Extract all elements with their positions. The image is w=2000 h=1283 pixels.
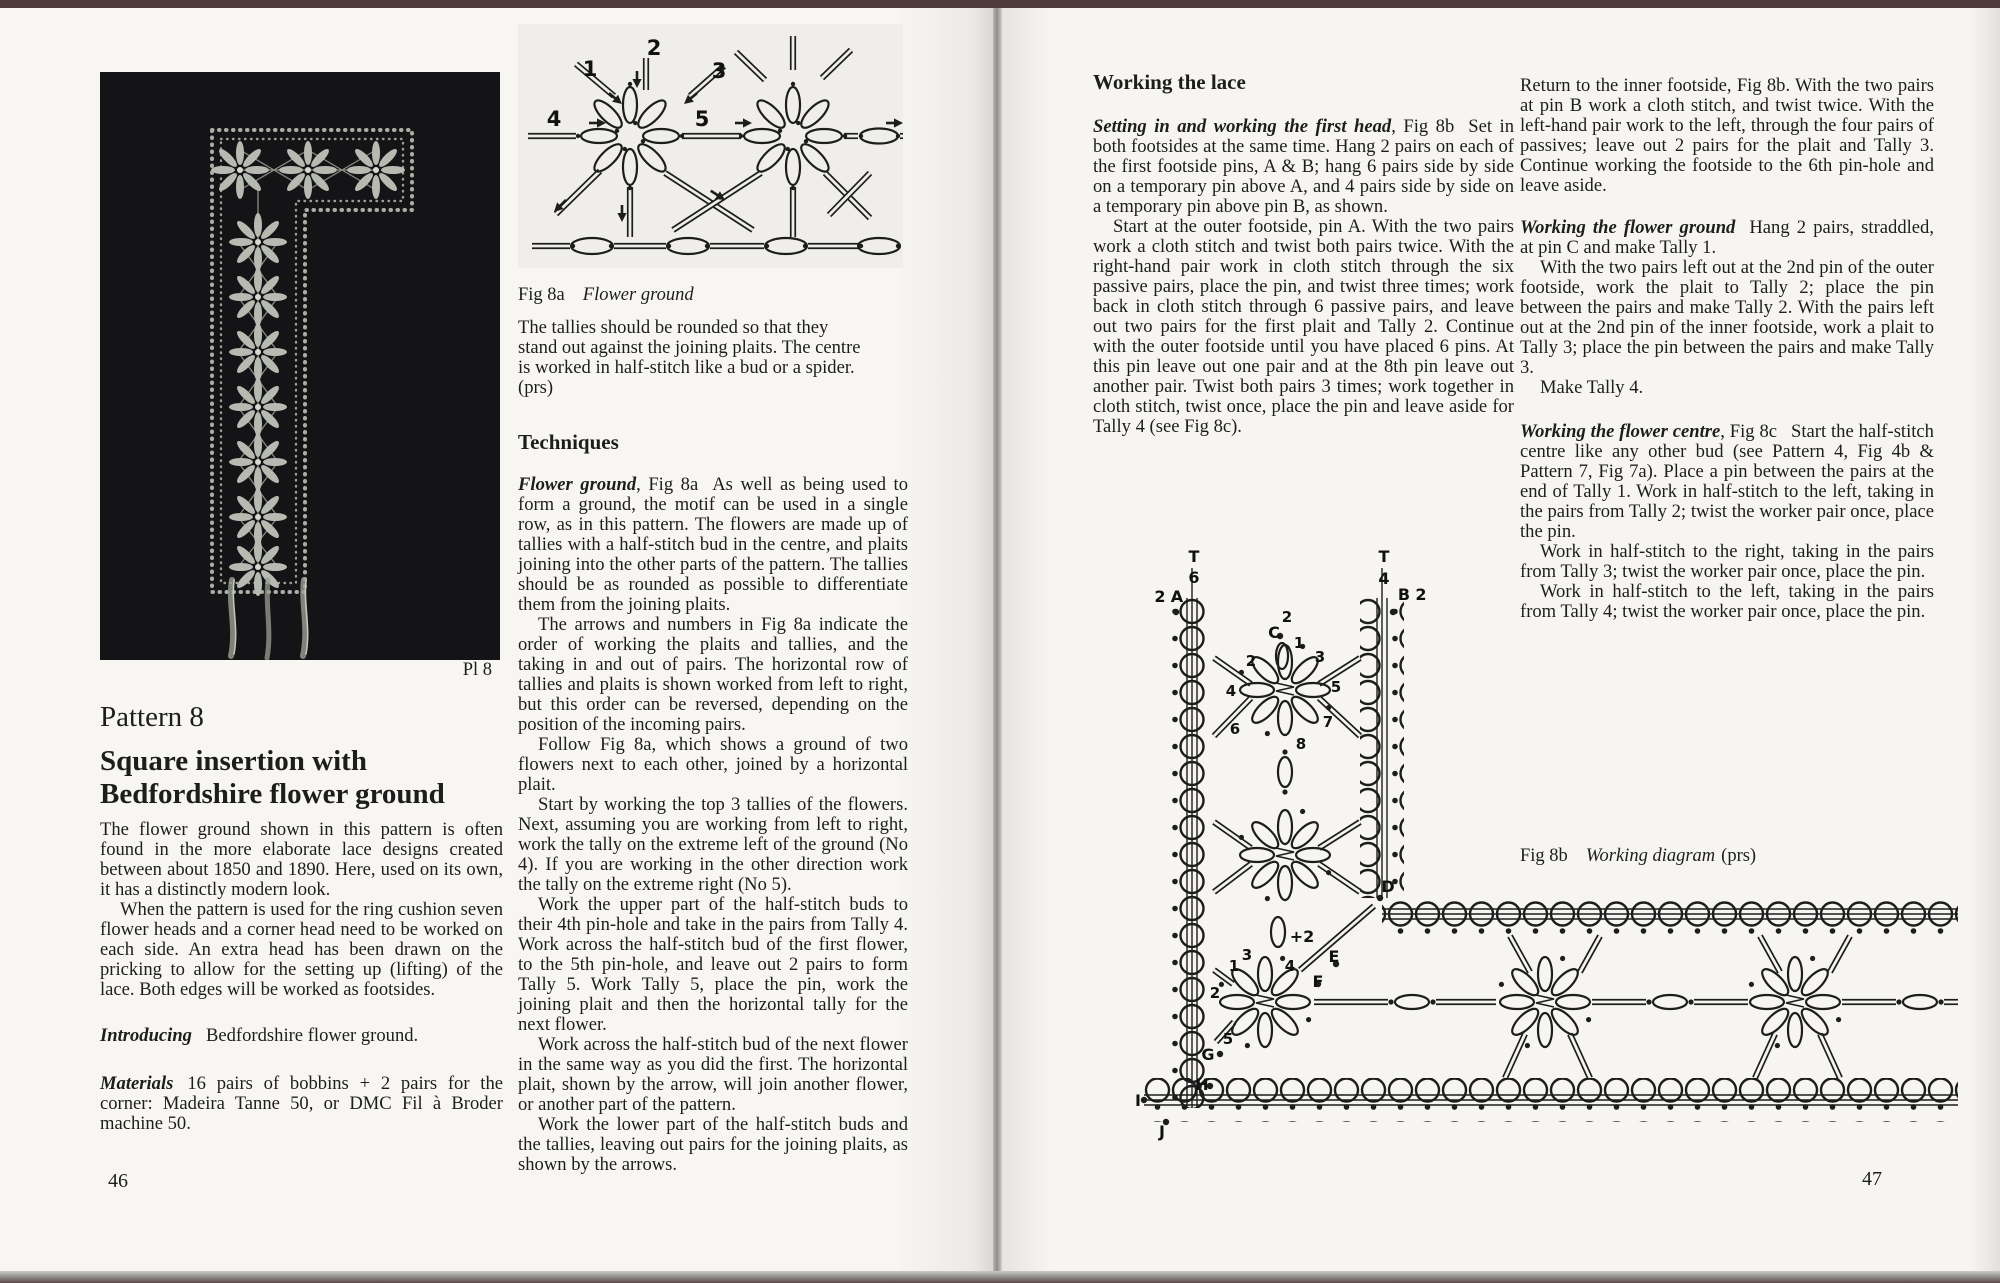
page-number-right: 47: [1862, 1168, 1882, 1190]
introducing-text: Bedfordshire flower ground.: [205, 1025, 419, 1046]
setting-in-ref: , Fig 8b: [1391, 116, 1455, 137]
fig8a-caption-label: Fig 8a: [518, 285, 565, 305]
fig8b-label-C2: 2: [1281, 608, 1293, 626]
flower-ground-label: Flower ground: [518, 474, 637, 495]
fig8b-label-T-left: T: [1188, 547, 1200, 566]
fig8b-corner-4: 4: [1284, 957, 1296, 975]
fig8a-label-4: 4: [546, 107, 562, 131]
fig8a-label-2: 2: [646, 36, 662, 60]
paragraph: When the pattern is used for the ring cushion seven flower heads and a corner head need to be worked on each side. An extra head has been drawn on the pricking to allow for the setting up (lifting) of the lace. Both edges will be worked as footsides.: [100, 899, 503, 1000]
fig8b-petal-6: 6: [1229, 720, 1241, 738]
fig8a-caption: [518, 285, 908, 306]
fig8b-caption-suffix: (prs): [1721, 846, 1757, 866]
paragraph: Return to the inner footside, Fig 8b. With the two pairs at pin B work a cloth stitch, and twist twice. With the left-hand pair work to the left, through the four pairs of passives; leave out 2 pairs for the plait and Tally 3. Continue working the footside to the 6th pin-hole and leave aside.: [1520, 75, 1934, 196]
fig8a-label-1: 1: [582, 57, 598, 81]
lace-photo-image: [100, 72, 500, 660]
working-flower-ground-label: Working the flower ground: [1520, 217, 1736, 238]
fig8b-label-B: B: [1397, 585, 1411, 604]
paragraph: Work in half-stitch to the left, taking in the pairs from Tally 4; twist the worker pair once, place the pin.: [1520, 581, 1934, 622]
paragraph: Work the upper part of the half-stitch buds to their 4th pin-hole and take in the pairs from Tally 4. Work across the half-stitch bud of the first flower, to the 5th pin-hole, and leave out 2 pairs to form Tally 5. Work Tally 5, place the pin, work the joining plait and then the horizontal tally for the next flower.: [518, 894, 908, 1035]
fig8b-label-J: J: [1159, 1122, 1165, 1141]
fig8b-petal-2: 2: [1245, 652, 1257, 670]
fig8b-label-H: H: [1195, 1075, 1209, 1094]
fig8b-label-6: 6: [1188, 568, 1200, 587]
fig8b-corner-2: 2: [1209, 984, 1221, 1002]
fig8b-label-A: A: [1170, 587, 1184, 606]
introducing-label: Introducing: [100, 1025, 192, 1046]
fig8b-corner-5: 5: [1222, 1030, 1234, 1048]
left-column-body: [100, 820, 503, 1134]
fig8a-label-3: 3: [711, 59, 727, 83]
fig8b-petal-5: 5: [1330, 678, 1342, 696]
materials-text: 16 pairs of bobbins + 2 pairs for the corner: Madeira Tanne 50, or DMC Fil à Broder machine 50.: [100, 1073, 503, 1134]
fig8b-label-G: G: [1201, 1045, 1215, 1064]
middle-column: [518, 24, 908, 1175]
right-column-1: [1093, 70, 1514, 437]
paragraph: Work the lower part of the half-stitch buds and the tallies, leaving out pairs for the joining plaits, as shown by the arrows.: [518, 1114, 908, 1175]
fig8b-corner-3: 3: [1241, 946, 1253, 964]
paragraph: Work in half-stitch to the right, taking in the pairs from Tally 3; twist the worker pair once, place the pin.: [1520, 541, 1934, 582]
pattern-title-line1: Square insertion with: [100, 745, 367, 777]
flower-ground-ref: , Fig 8a: [636, 474, 699, 495]
fig8b-petal-3: 3: [1314, 648, 1326, 666]
page-right: [1002, 8, 2000, 1271]
working-flower-ground-text: Hang 2 pairs, straddled, at pin C and make Tally 1.: [1520, 217, 1934, 258]
book-gutter: [993, 8, 1002, 1271]
fig-8a-diagram: [518, 24, 903, 268]
page-left: [0, 8, 993, 1271]
paragraph: The arrows and numbers in Fig 8a indicate the order of working the plaits and tallies, and the taking in and out of pairs. The horizontal row of tallies and plaits is shown worked from left to right, but this order can be reversed, depending on the position of the incoming pairs.: [518, 614, 908, 735]
paragraph: Make Tally 4.: [1540, 377, 1644, 398]
fig8b-label-C1: 1: [1293, 634, 1305, 652]
fig8b-label-T-right: T: [1378, 547, 1390, 566]
materials-paragraph: [100, 1074, 503, 1134]
techniques-heading: Techniques: [518, 430, 619, 454]
fig8b-petal-8: 8: [1295, 735, 1307, 753]
working-the-lace-heading: Working the lace: [1093, 70, 1246, 94]
page-edge-strip-bottom: [0, 1271, 2000, 1283]
pattern-title: [100, 745, 520, 811]
fig8b-label-C: C: [1268, 623, 1280, 642]
paragraph: With the two pairs left out at the 2nd pin of the outer footside, work the plait to Tally 2; place the pin between the pairs and make Tally 2. With the pairs left out at the 2nd pin of the inner footside, work a plait to Tally 3; place the pin between the pairs and make Tally 3.: [1520, 257, 1934, 378]
fig8b-caption-label: Fig 8b: [1520, 846, 1568, 866]
fig-8b-diagram: [1130, 540, 1960, 1168]
fig8b-label-I: I: [1135, 1091, 1141, 1110]
fig8b-label-D: D: [1381, 877, 1395, 896]
working-flower-centre-label: Working the flower centre: [1520, 421, 1721, 442]
fig8b-label-plus2: +2: [1289, 927, 1315, 946]
setting-in-paragraph: [1093, 117, 1514, 217]
fig8b-label-F: F: [1312, 972, 1324, 991]
fig8a-caption-title: Flower ground: [582, 285, 694, 305]
page-number-left: 46: [108, 1170, 128, 1192]
working-flower-centre-ref: , Fig 8c: [1720, 421, 1777, 442]
flower-ground-paragraph: [518, 475, 908, 615]
fig8b-label-2A-num: 2: [1154, 587, 1166, 606]
setting-in-text: Set in both footsides at the same time. Hang 2 pairs on each of the first footside pins, A & B; hang 6 pairs side by side on a temporary pin above A, and 4 pairs side by side on a temporary pin above pin B, as shown.: [1093, 116, 1514, 217]
fig8a-note: [518, 318, 870, 398]
working-flower-centre-paragraph: [1520, 422, 1934, 542]
fig8b-caption-title: Working diagram: [1585, 846, 1716, 866]
fig8b-petal-7: 7: [1322, 713, 1334, 731]
setting-in-label: Setting in and working the first head: [1093, 116, 1392, 137]
fig8b-label-B2-num: 2: [1415, 585, 1427, 604]
flower-ground-text: As well as being used to form a ground, the motif can be used in a single row, as in this pattern. The flowers are made up of tallies with a half-stitch bud in the centre, and plaits joining into the other parts of the pattern. The tallies should be as rounded as possible to differentiate them from the joining plaits.: [518, 474, 908, 615]
lace-photo-plate: [100, 72, 500, 660]
fig8a-note-text: The tallies should be rounded so that they stand out against the joining plaits. The centre is worked in half-stitch like a bud or a spider. (prs): [518, 317, 861, 398]
plate-caption: Pl 8: [462, 660, 492, 680]
paragraph: Work across the half-stitch bud of the next flower in the same way as you did the first. The horizontal plait, shown by the arrow, will join another flower, or another part of the pattern.: [518, 1034, 908, 1115]
paragraph: Start by working the top 3 tallies of the flowers. Next, assuming you are working from left to right, work the tally on the extreme left of the ground (No 4). If you are working in the other direction work the tally on the extreme right (No 5).: [518, 794, 908, 895]
binding-strip-top: [0, 0, 2000, 8]
fig8b-label-4-right: 4: [1378, 569, 1390, 588]
materials-label: Materials: [100, 1073, 174, 1094]
techniques-body: [518, 475, 908, 1175]
paragraph: Follow Fig 8a, which shows a ground of two flowers next to each other, joined by a horizontal plait.: [518, 734, 908, 795]
paragraph: The flower ground shown in this pattern is often found in the more elaborate lace designs created between about 1850 and 1890. Here, used on its own, it has a distinctly modern look.: [100, 819, 503, 900]
fig8b-label-E: E: [1328, 947, 1340, 966]
paragraph: Start at the outer footside, pin A. With the two pairs work a cloth stitch and twist both pairs twice. With the right-hand pair work in cloth stitch through the six passive pairs, place the pin, and twist three times; work back in cloth stitch through 6 passive pairs, and leave out two pairs for the first plait and Tally 2. Continue with the outer footside until you have placed 6 pins. At this pin leave out one pair and at the 8th pin leave out another pair. Twist both pairs 3 times; work together in cloth stitch, twist once, place the pin and leave aside for Tally 4 (see Fig 8c).: [1093, 216, 1514, 437]
fig8a-label-5: 5: [694, 107, 710, 131]
introducing-paragraph: [100, 1026, 503, 1046]
working-flower-centre-text: Start the half-stitch centre like any other bud (see Pattern 4, Fig 4b & Pattern 7, Fig 7a). Place a pin between the pairs at the end of Tally 1. Work in half-stitch to the left, taking in the pairs from Tally 2; twist the worker pair once, place the pin.: [1520, 421, 1934, 542]
pattern-title-line2: Bedfordshire flower ground: [100, 778, 445, 810]
pattern-label: Pattern 8: [100, 701, 204, 733]
fig8b-petal-4: 4: [1225, 682, 1237, 700]
fig8b-corner-1: 1: [1228, 957, 1240, 975]
working-flower-ground-paragraph: [1520, 218, 1934, 258]
